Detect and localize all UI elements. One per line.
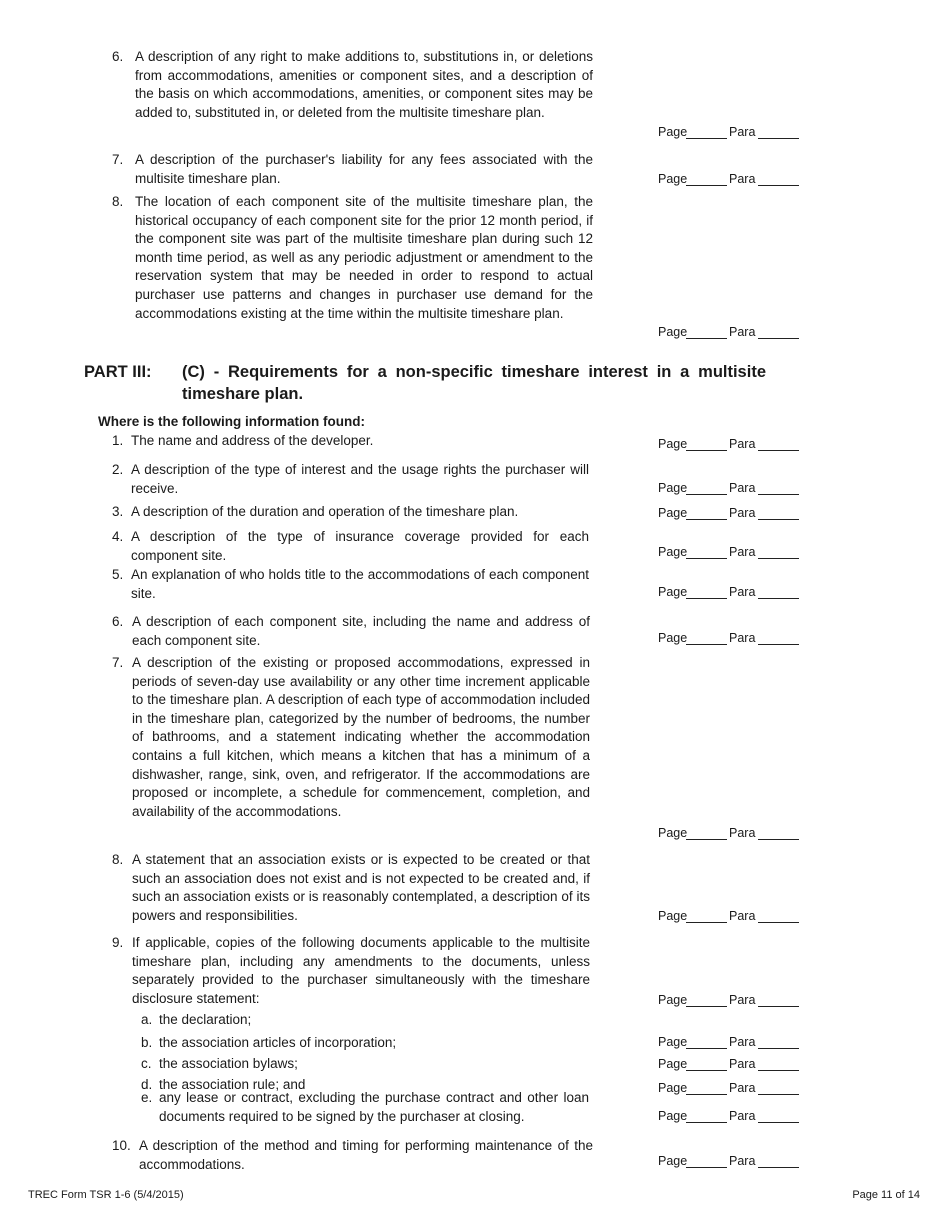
para-label: Para	[729, 631, 756, 645]
sub-item-letter: b.	[141, 1035, 153, 1050]
item-text: A description of the method and timing for performing maintenance of the accommodations.	[139, 1138, 593, 1172]
page-label: Page	[658, 993, 688, 1007]
page-label: Page	[658, 545, 688, 559]
page-blank-line[interactable]	[686, 598, 727, 599]
page-para-field	[658, 583, 800, 601]
para-blank-line[interactable]	[758, 1167, 799, 1168]
item-number: 2.	[112, 462, 124, 477]
para-label: Para	[729, 1109, 756, 1123]
para-blank-line[interactable]	[758, 519, 799, 520]
item-text: An explanation of who holds title to the accommodations of each component site.	[131, 567, 589, 601]
part-label: PART III:	[84, 363, 152, 381]
page-para-field	[658, 435, 800, 453]
item-number: 10.	[112, 1138, 131, 1153]
page-blank-line[interactable]	[686, 185, 727, 186]
para-blank-line[interactable]	[758, 338, 799, 339]
para-label: Para	[729, 506, 756, 520]
list-item	[112, 528, 589, 565]
page-blank-line[interactable]	[686, 138, 727, 139]
sub-list-item	[141, 1055, 589, 1074]
sub-item-letter: c.	[141, 1056, 152, 1071]
page-para-field	[658, 479, 800, 497]
sub-list-item	[141, 1011, 589, 1030]
item-number: 4.	[112, 529, 124, 544]
para-blank-line[interactable]	[758, 185, 799, 186]
para-blank-line[interactable]	[758, 1070, 799, 1071]
page-blank-line[interactable]	[686, 1167, 727, 1168]
item-text: A description of the existing or proposed accommodations, expressed in periods of seven-day use availability or any other time increment applicable to the timeshare plan. A description of each type of accommodation included in the timeshare plan, categorized by the number of bedrooms, the number of bathrooms, and a statement indicating whether the accommodation contains a full kitchen, which means a kitchen that has a minimum of a dishwasher, range, sink, oven, and refrigerator. If the accommodations are proposed or incomplete, a schedule for commencement, completion, and availability of the accommodations.	[132, 655, 590, 819]
sub-item-text: the association bylaws;	[159, 1056, 298, 1071]
page-blank-line[interactable]	[686, 494, 727, 495]
para-blank-line[interactable]	[758, 1006, 799, 1007]
item-text: A description of the type of interest and the usage rights the purchaser will receive.	[131, 462, 589, 496]
page-label: Page	[658, 1057, 688, 1071]
para-blank-line[interactable]	[758, 922, 799, 923]
para-label: Para	[729, 826, 756, 840]
list-item	[112, 151, 593, 188]
para-blank-line[interactable]	[758, 1094, 799, 1095]
page-label: Page	[658, 506, 688, 520]
page-para-field	[658, 629, 800, 647]
list-item	[112, 1137, 593, 1174]
page-number: Page 11 of 14	[852, 1189, 920, 1201]
para-blank-line[interactable]	[758, 598, 799, 599]
page-blank-line[interactable]	[686, 558, 727, 559]
section-instruction: Where is the following information found:	[98, 414, 365, 429]
para-label: Para	[729, 545, 756, 559]
page-para-field	[658, 1107, 800, 1125]
para-label: Para	[729, 1081, 756, 1095]
item-number: 7.	[112, 655, 124, 670]
page-para-field	[658, 323, 800, 341]
item-text: A statement that an association exists or is expected to be created or that such an association does not exist and is not expected to be created and, if such an association exists or is reasonably contemplated, a description of its powers and responsibilities.	[132, 852, 590, 923]
sub-item-letter: a.	[141, 1012, 153, 1027]
item-number: 6.	[112, 49, 124, 64]
list-item	[112, 566, 589, 603]
list-item	[112, 851, 590, 925]
page-blank-line[interactable]	[686, 922, 727, 923]
list-item	[112, 613, 590, 650]
page-blank-line[interactable]	[686, 1094, 727, 1095]
sub-item-text: the association rule; and	[159, 1077, 306, 1092]
para-blank-line[interactable]	[758, 644, 799, 645]
para-label: Para	[729, 325, 756, 339]
page-label: Page	[658, 172, 688, 186]
item-number: 1.	[112, 433, 124, 448]
page-blank-line[interactable]	[686, 1070, 727, 1071]
para-blank-line[interactable]	[758, 1122, 799, 1123]
sub-list-item	[141, 1089, 589, 1126]
item-text: A description of each component site, including the name and address of each component site.	[132, 614, 590, 648]
para-blank-line[interactable]	[758, 839, 799, 840]
page-para-field	[658, 504, 800, 522]
para-label: Para	[729, 125, 756, 139]
para-blank-line[interactable]	[758, 494, 799, 495]
page-para-field	[658, 543, 800, 561]
page-para-field	[658, 1055, 800, 1073]
item-text: A description of the duration and operation of the timeshare plan.	[131, 504, 519, 519]
page-para-field	[658, 907, 800, 925]
para-blank-line[interactable]	[758, 1048, 799, 1049]
item-number: 9.	[112, 935, 124, 950]
list-item	[112, 654, 590, 821]
page-blank-line[interactable]	[686, 644, 727, 645]
page-para-field	[658, 1079, 800, 1097]
item-text: The name and address of the developer.	[131, 433, 374, 448]
page-label: Page	[658, 1109, 688, 1123]
page-para-field	[658, 123, 800, 141]
form-id: TREC Form TSR 1-6 (5/4/2015)	[28, 1189, 184, 1201]
list-item	[112, 432, 589, 451]
page-para-field	[658, 1033, 800, 1051]
para-label: Para	[729, 481, 756, 495]
page-label: Page	[658, 1081, 688, 1095]
item-number: 3.	[112, 504, 124, 519]
item-text: A description of any right to make additions to, substitutions in, or deletions from accommodations, amenities or component sites, and a description of the basis on which accommodations, amenities, or component sites may be added to, substituted in, or deleted from the multisite timeshare plan.	[135, 49, 593, 120]
page-label: Page	[658, 909, 688, 923]
page-label: Page	[658, 1035, 688, 1049]
page-para-field	[658, 991, 800, 1009]
page-label: Page	[658, 826, 688, 840]
list-item	[112, 193, 593, 323]
page-blank-line[interactable]	[686, 1122, 727, 1123]
sub-item-text: the association articles of incorporation;	[159, 1035, 397, 1050]
page-blank-line[interactable]	[686, 839, 727, 840]
page-blank-line[interactable]	[686, 1006, 727, 1007]
para-label: Para	[729, 1035, 756, 1049]
para-label: Para	[729, 172, 756, 186]
item-text: The location of each component site of the multisite timeshare plan, the historical occupancy of each component site for the prior 12 month period, if the component site was part of the multisite timeshare plan during such 12 month time period, as well as any periodic adjustment or amendment to the reservation system that may be needed in order to respond to actual purchaser use patterns and changes in purchaser use demand for the accommodations existing at the time within the multisite timeshare plan.	[135, 194, 593, 321]
page-label: Page	[658, 1154, 688, 1168]
part-title: (C) - Requirements for a non-specific timeshare interest in a multisite timeshare plan.	[182, 363, 766, 403]
page-label: Page	[658, 325, 688, 339]
para-label: Para	[729, 585, 756, 599]
list-item	[112, 934, 590, 1008]
page-para-field	[658, 1152, 800, 1170]
page-blank-line[interactable]	[686, 450, 727, 451]
page-label: Page	[658, 631, 688, 645]
page-blank-line[interactable]	[686, 519, 727, 520]
para-blank-line[interactable]	[758, 558, 799, 559]
list-item	[112, 461, 589, 498]
item-text: A description of the type of insurance coverage provided for each component site.	[131, 529, 589, 563]
list-item	[112, 503, 589, 522]
item-number: 5.	[112, 567, 124, 582]
para-label: Para	[729, 993, 756, 1007]
page-label: Page	[658, 125, 688, 139]
item-text: If applicable, copies of the following documents applicable to the multisite timeshare plan, including any amendments to the documents, unless separately provided to the purchaser simultaneously with the timeshare disclosure statement:	[132, 935, 590, 1006]
item-text: A description of the purchaser's liability for any fees associated with the multisite timeshare plan.	[135, 152, 593, 186]
item-number: 8.	[112, 852, 124, 867]
page-para-field	[658, 824, 800, 842]
sub-item-letter: e.	[141, 1090, 153, 1105]
list-item	[112, 48, 593, 122]
page-label: Page	[658, 585, 688, 599]
item-number: 7.	[112, 152, 124, 167]
sub-item-text: any lease or contract, excluding the purchase contract and other loan documents required to be signed by the purchaser at closing.	[159, 1090, 589, 1124]
page-blank-line[interactable]	[686, 338, 727, 339]
para-label: Para	[729, 437, 756, 451]
page-label: Page	[658, 481, 688, 495]
item-number: 8.	[112, 194, 124, 209]
para-blank-line[interactable]	[758, 138, 799, 139]
page-label: Page	[658, 437, 688, 451]
para-label: Para	[729, 909, 756, 923]
sub-item-text: the declaration;	[159, 1012, 252, 1027]
para-label: Para	[729, 1057, 756, 1071]
page-blank-line[interactable]	[686, 1048, 727, 1049]
sub-item-letter: d.	[141, 1077, 153, 1092]
para-blank-line[interactable]	[758, 450, 799, 451]
page-para-field	[658, 170, 800, 188]
item-number: 6.	[112, 614, 124, 629]
sub-list-item	[141, 1034, 589, 1053]
para-label: Para	[729, 1154, 756, 1168]
